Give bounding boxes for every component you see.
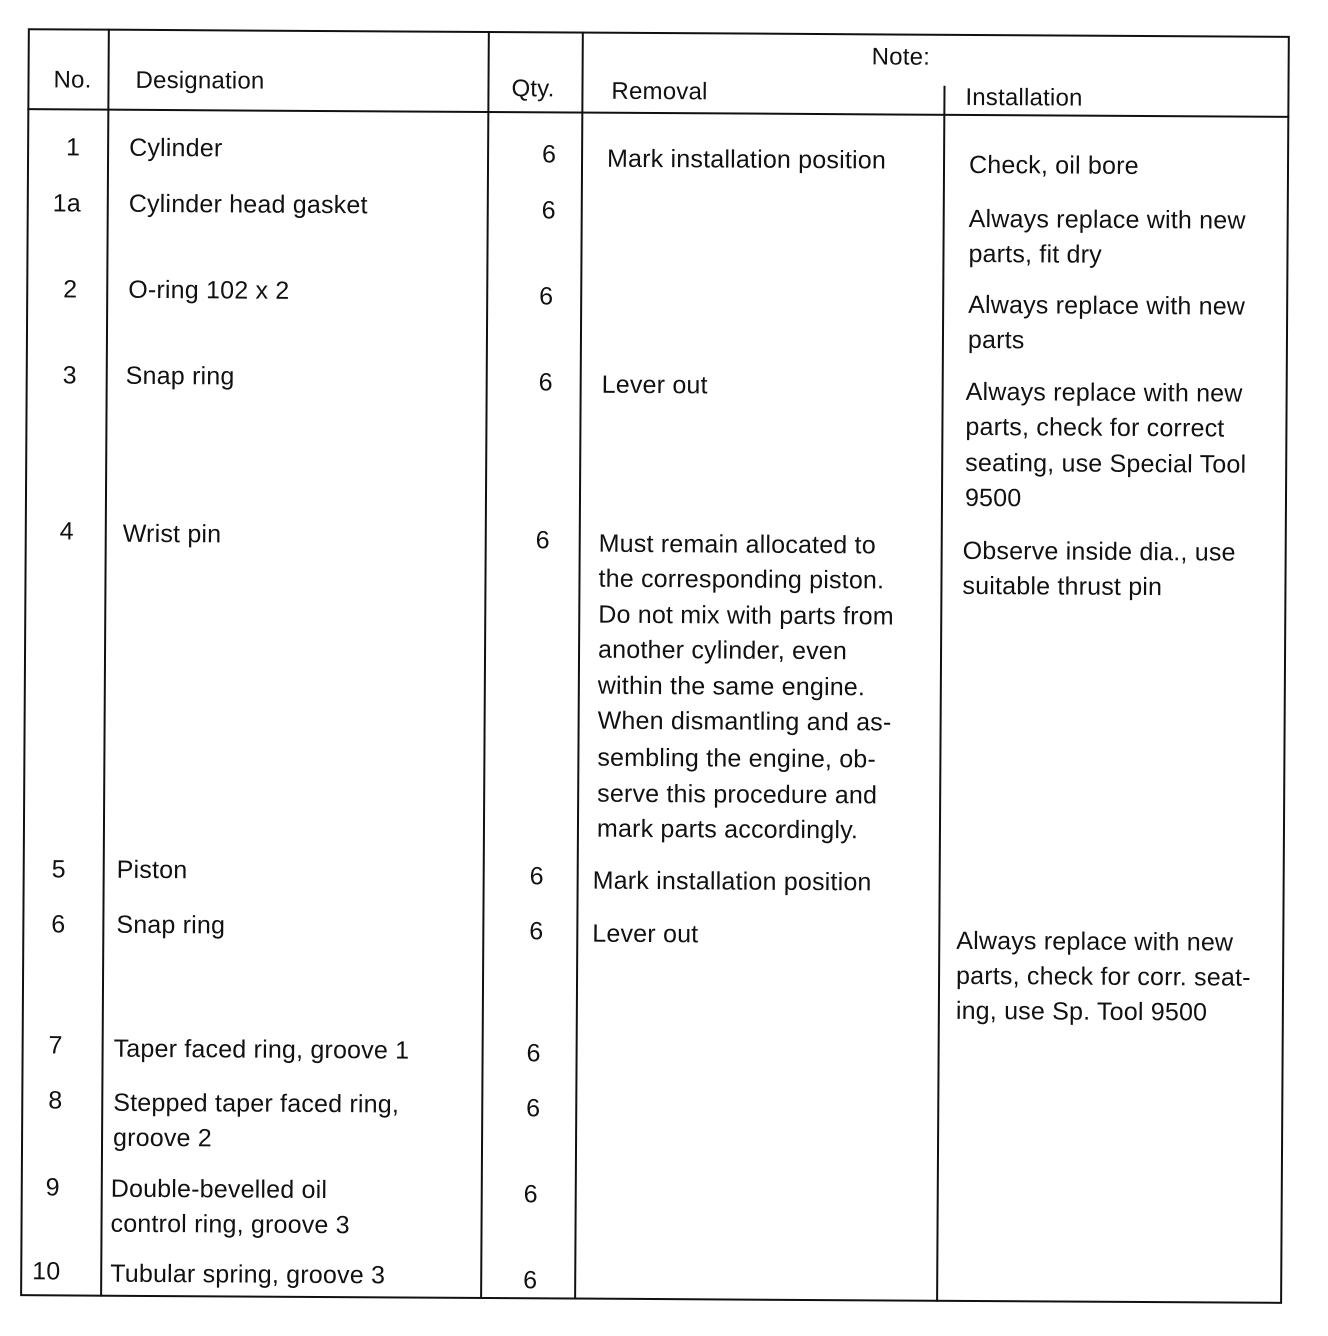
row-designation: Piston xyxy=(116,855,188,885)
row-installation: 9500 xyxy=(964,483,1022,513)
row-removal: sembling the engine, ob- xyxy=(597,743,877,774)
row-designation: Double-bevelled oil xyxy=(110,1174,328,1205)
row-installation: parts xyxy=(967,325,1025,355)
row-designation: Cylinder xyxy=(129,133,223,163)
row-removal: mark parts accordingly. xyxy=(596,814,859,845)
header-installation: Installation xyxy=(965,83,1083,112)
row-removal: When dismantling and as- xyxy=(597,706,892,737)
row-qty: 6 xyxy=(526,1039,541,1068)
row-designation: Taper faced ring, groove 1 xyxy=(113,1034,410,1065)
row-removal: Lever out xyxy=(601,370,708,400)
row-removal: Do not mix with parts from xyxy=(598,600,894,631)
row-qty: 6 xyxy=(541,140,557,169)
row-qty: 6 xyxy=(541,196,556,225)
row-designation: groove 2 xyxy=(112,1123,213,1153)
row-number: 6 xyxy=(51,910,66,939)
row-qty: 6 xyxy=(529,917,544,946)
row-number: 2 xyxy=(63,275,78,304)
row-installation: ing, use Sp. Tool 9500 xyxy=(955,996,1208,1027)
header-qty: Qty. xyxy=(511,75,555,103)
row-designation: Tubular spring, groove 3 xyxy=(110,1259,386,1290)
row-number: 9 xyxy=(45,1173,60,1202)
row-removal: Mark installation position xyxy=(592,866,872,897)
row-removal: the corresponding piston. xyxy=(598,564,885,595)
row-number: 8 xyxy=(48,1086,63,1115)
row-number: 4 xyxy=(59,517,74,546)
row-number: 1 xyxy=(65,133,81,162)
row-removal: Lever out xyxy=(592,919,699,949)
row-qty: 6 xyxy=(535,526,550,555)
row-qty: 6 xyxy=(539,282,554,311)
row-installation: Check, oil bore xyxy=(968,150,1139,180)
header-removal: Removal xyxy=(611,77,708,106)
row-qty: 6 xyxy=(526,1094,541,1123)
row-removal: within the same engine. xyxy=(597,671,866,702)
header-no: No. xyxy=(53,66,92,94)
row-installation: Always replace with new xyxy=(968,204,1246,235)
row-number: 3 xyxy=(62,361,77,390)
row-designation: control ring, groove 3 xyxy=(110,1209,350,1240)
row-installation: suitable thrust pin xyxy=(962,571,1163,602)
row-qty: 6 xyxy=(538,368,553,397)
row-designation: Stepped taper faced ring, xyxy=(113,1088,400,1119)
row-installation: Observe inside dia., use xyxy=(962,536,1236,567)
row-designation: O-ring 102 x 2 xyxy=(128,275,290,305)
row-removal: serve this procedure and xyxy=(597,779,878,810)
row-installation: seating, use Special Tool xyxy=(965,448,1247,479)
row-installation: Always replace with new xyxy=(956,926,1234,957)
row-designation: Snap ring xyxy=(125,361,235,391)
row-qty: 6 xyxy=(523,1266,538,1295)
row-qty: 6 xyxy=(523,1180,538,1209)
row-number: 1a xyxy=(52,189,81,218)
row-installation: parts, fit dry xyxy=(968,239,1102,269)
row-number: 5 xyxy=(51,855,66,884)
row-number: 7 xyxy=(48,1031,63,1060)
row-designation: Snap ring xyxy=(116,910,226,940)
row-removal: Must remain allocated to xyxy=(598,529,876,560)
header-designation: Designation xyxy=(135,66,265,95)
row-designation: Cylinder head gasket xyxy=(128,189,368,220)
row-installation: parts, check for corr. seat- xyxy=(955,961,1251,992)
row-installation: Always replace with new xyxy=(968,290,1246,321)
row-number: 10 xyxy=(32,1257,61,1286)
row-designation: Wrist pin xyxy=(122,519,222,549)
row-installation: parts, check for correct xyxy=(965,412,1225,443)
row-removal: another cylinder, even xyxy=(597,635,848,666)
row-qty: 6 xyxy=(529,862,544,891)
row-removal: Mark installation position xyxy=(606,144,887,175)
header-note: Note: xyxy=(871,43,931,71)
row-installation: Always replace with new xyxy=(965,377,1243,408)
